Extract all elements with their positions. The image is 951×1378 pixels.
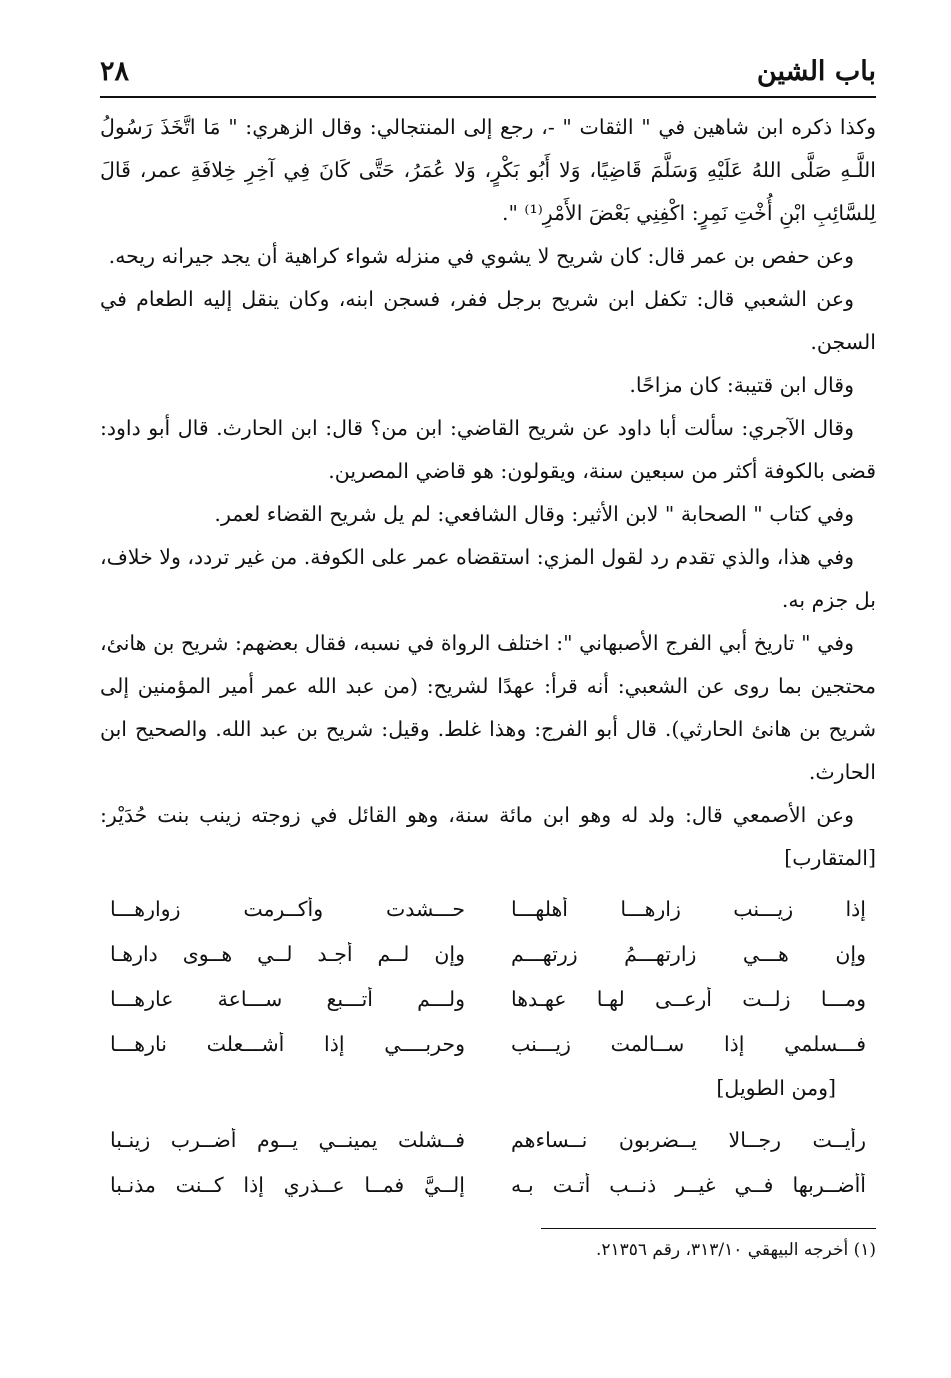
page xyxy=(100,52,876,1342)
hemistich-first: ومـــا زلــت أرعــى لهـا عهـدها xyxy=(511,986,866,1011)
chapter-title: باب الشين xyxy=(756,56,876,87)
hemistich-second: حـــشدت وأكــرمت زوارهـــا xyxy=(110,896,465,921)
footnote: (١) أخرجه البيهقي ٣١٣/١٠، رقم ٢١٣٥٦. xyxy=(595,1240,876,1260)
paragraph: وقال ابن قتيبة: كان مزاحًا. xyxy=(629,373,854,397)
main-text xyxy=(100,106,876,1207)
hemistich-first: إذا زيـــنب زارهـــا أهلهـــا xyxy=(511,896,866,921)
paragraph: وفي هذا، والذي تقدم رد لقول المزي: استقضاه عمر على الكوفة. من غير تردد، ولا خلاف، بل جزم به. xyxy=(100,545,876,612)
poem-mutaqarib xyxy=(100,886,876,1066)
verse xyxy=(100,931,876,976)
paragraph: وكذا ذكره ابن شاهين في " الثقات " -، رجع إلى المنتجالي: وقال الزهري: " مَا اتَّخَذَ رَسُولُ اللَّـهِ صَلَّى اللهُ عَلَيْهِ وَسَلَّمَ قَاضِيًا، وَلا أَبُو بَكْرٍ، وَلا عُمَرُ، حَتَّى كَانَ فِي آخِرِ خِلافَةِ عمر، قَالَ لِلسَّائِبِ ابْنِ أُخْتِ نَمِرٍ: اكْفِنِي بَعْضَ الأَمْرِ⁽¹⁾ ". xyxy=(100,115,876,225)
verse xyxy=(100,1117,876,1162)
poem-tawil xyxy=(100,1117,876,1207)
hemistich-first: وإن هـــي زارتهـــمُ زرتهـــم xyxy=(511,941,866,966)
verse xyxy=(100,1162,876,1207)
verse xyxy=(100,1021,876,1066)
hemistich-first: فـــسلمي إذا ســالمت زيـــنب xyxy=(511,1031,866,1056)
hemistich-second: فــشلت يمينــي يــوم أضــرب زينـبا xyxy=(110,1127,465,1152)
hemistich-second: وإن لــم أجـد لــي هــوى دارهـا xyxy=(110,941,465,966)
hemistich-first: رأيــت رجــالا يــضربون نــساءهم xyxy=(511,1127,866,1152)
paragraph: وفي " تاريخ أبي الفرج الأصبهاني ": اختلف الرواة في نسبه، فقال بعضهم: شريح بن هانئ، محتجين بما روى عن الشعبي: أنه قرأ: عهدًا لشريح: (من عبد الله عمر أمير المؤمنين إلى شريح بن هانئ الحارثي). قال أبو الفرج: وهذا غلط. وقيل: شريح بن عبد الله. والصحيح ابن الحارث. xyxy=(100,631,876,784)
paragraph: وفي كتاب " الصحابة " لابن الأثير: وقال الشافعي: لم يل شريح القضاء لعمر. xyxy=(214,502,854,526)
hemistich-second: إلــيَّ فمــا عــذري إذا كــنت مذنـبا xyxy=(110,1172,465,1197)
paragraph: وعن الأصمعي قال: ولد له وهو ابن مائة سنة، وهو القائل في زوجته زينب بنت حُدَيْر: [المتقارب] xyxy=(100,803,876,870)
paragraph: وقال الآجري: سألت أبا داود عن شريح القاضي: ابن من؟ قال: ابن الحارث. قال أبو داود: قضى بالكوفة أكثر من سبعين سنة، ويقولون: هو قاضي المصرين. xyxy=(100,416,876,483)
verse xyxy=(100,976,876,1021)
meter-label: [ومن الطويل] xyxy=(716,1076,836,1100)
running-header xyxy=(100,52,876,98)
hemistich-second: ولـــم أتـــبع ســـاعة عارهـــا xyxy=(110,986,465,1011)
hemistich-first: أأضــربها فــي غيــر ذنــب أتـت بـه xyxy=(511,1172,866,1197)
paragraph: وعن الشعبي قال: تكفل ابن شريح برجل ففر، فسجن ابنه، وكان ينقل إليه الطعام في السجن. xyxy=(100,287,876,354)
verse xyxy=(100,886,876,931)
page-number: ٢٨ xyxy=(100,56,130,87)
paragraph: وعن حفص بن عمر قال: كان شريح لا يشوي في منزله شواء كراهية أن يجد جيرانه ريحه. xyxy=(108,244,854,268)
footnote-divider xyxy=(541,1228,876,1229)
hemistich-second: وحربــــي إذا أشـــعلت نارهـــا xyxy=(110,1031,465,1056)
